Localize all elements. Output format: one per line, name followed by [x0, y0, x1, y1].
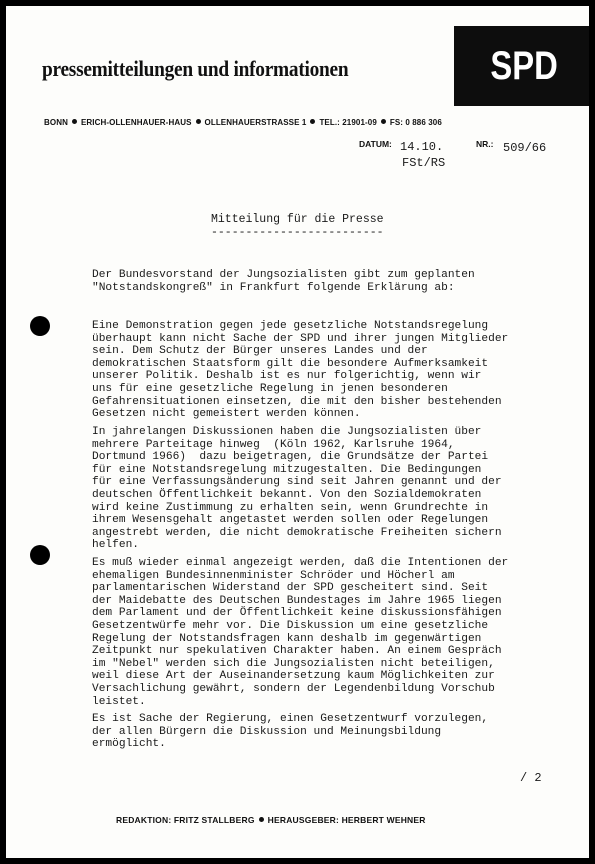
bullet-icon [196, 119, 201, 124]
bullet-icon [72, 119, 77, 124]
address-city: BONN [44, 118, 68, 127]
spd-logo [454, 26, 589, 106]
bullet-icon [381, 119, 386, 124]
punch-hole [30, 316, 50, 336]
document-title: Mitteilung für die Presse [211, 213, 384, 226]
press-release-page [6, 6, 589, 858]
footer-credits [116, 815, 426, 825]
address-building: ERICH-OLLENHAUER-HAUS [80, 118, 192, 127]
date-label: DATUM: [359, 139, 392, 149]
punch-hole [30, 545, 50, 565]
paragraph-government: Es ist Sache der Regierung, einen Gesetzentwurf vorzulegen, der allen Bürgern die Diskussion und Meinungsbildung ermöglicht. [92, 713, 489, 751]
address-telex: FS: 0 886 306 [389, 118, 442, 127]
address-phone: TEL.: 21901-09 [319, 118, 377, 127]
date-value: 14.10. [400, 140, 444, 154]
bullet-icon [310, 119, 315, 124]
footer-herausgeber: HERAUSGEBER: HERBERT WEHNER [267, 815, 426, 825]
title-underline: ------------------------- [211, 226, 384, 239]
paragraph-intentions: Es muß wieder einmal angezeigt werden, daß die Intentionen der ehemaligen Bundesinnenminister Schröder und Höcherl am parlamentarischen Widerstand der SPD gescheitert sind. Seit der Maidebatte des Deutschen Bundestages im Jahre 1965 liegen dem Parlament und der Öffentlichkeit keine diskussionsfähigen Gesetzentwürfe mehr vor. Die Diskussion um eine gesetzliche Regelung der Notstandsfragen kann deshalb im gegenwärtigen Zeitpunkt nur spekulativen Charakter haben. An einem Gespräch im "Nebel" werden sich die Jungsozialisten nicht beteiligen, weil diese Art der Auseinandersetzung kaum Möglichkeiten zur Versachlichung gewährt, sondern der Legendenbildung Vorschub leistet. [92, 557, 509, 708]
paragraph-demonstration: Eine Demonstration gegen jede gesetzliche Notstandsregelung überhaupt kann nicht Sache der SPD und ihrer jungen Mitglieder sein. Dem Schutz der Bürger unseres Landes und der demokratischen Staatsform gilt die besondere Aufmerksamkeit unserer Politik. Deshalb ist es nur folgerichtig, wenn wir uns für eine gesetzliche Regelung in jenen besonderen Gefahrensituationen einsetzen, die mit den bisher bestehenden Gesetzen nicht gemeistert werden können. [92, 320, 509, 421]
paragraph-intro: Der Bundesvorstand der Jungsozialisten gibt zum geplanten "Notstandskongreß" in Frankfurt folgende Erklärung ab: [92, 269, 475, 294]
bullet-icon [259, 817, 264, 822]
logo-text: SPD [490, 43, 559, 88]
address-street: OLLENHAUERSTRASSE 1 [204, 118, 307, 127]
number-value: 509/66 [503, 141, 547, 155]
paragraph-discussions: In jahrelangen Diskussionen haben die Jungsozialisten über mehrere Parteitage hinweg (Köln 1962, Karlsruhe 1964, Dortmund 1966) dazu beigetragen, die Grundsätze der Partei für eine Notstandsregelung mitzugestalten. Die Bedingungen für eine Verfassungsänderung sind seit Jahren genannt und der deutschen Öffentlichkeit bekannt. Von den Sozialdemokraten wird keine Zustimmung zu erhalten sein, wenn Grundrechte in ihrem Wesensgehalt angetastet werden sollen oder Regelungen angestrebt werden, die nicht demokratische Freiheiten sichern helfen. [92, 426, 502, 552]
page-continuation-marker: / 2 [520, 771, 542, 785]
letterhead-title: pressemitteilungen und informationen [42, 56, 349, 81]
number-label: NR.: [476, 139, 494, 149]
footer-redaktion: REDAKTION: FRITZ STALLBERG [116, 815, 255, 825]
initials: FSt/RS [402, 156, 446, 170]
letterhead-address [44, 118, 442, 127]
